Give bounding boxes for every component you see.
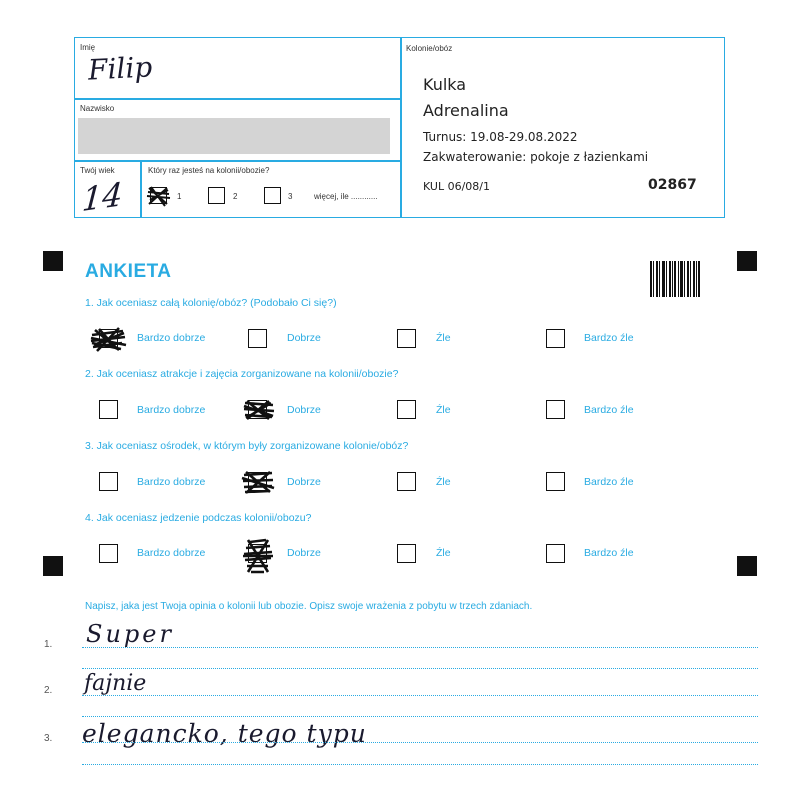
q2-checkbox-zle[interactable] — [397, 400, 416, 419]
q4-option-zle: Źle — [436, 547, 451, 559]
q4-mark-dobrze — [240, 536, 276, 576]
surname-label: Nazwisko — [80, 104, 115, 113]
header-line-2 — [74, 160, 401, 162]
answer-line-1: Super — [86, 620, 174, 648]
camp-name-1: Kulka — [423, 75, 467, 94]
times-opt1-label: 1 — [177, 192, 182, 201]
q1-checkbox-zle[interactable] — [397, 329, 416, 348]
line-number-1: 1. — [44, 639, 53, 650]
name-label: Imię — [80, 43, 96, 52]
answer-line-3: elegancko, tego typu — [82, 719, 367, 748]
q1-mark-bardzo-dobrze — [89, 325, 129, 353]
q4-checkbox-bardzo-zle[interactable] — [546, 544, 565, 563]
form-number: 02867 — [648, 177, 697, 193]
age-value: 14 — [80, 174, 124, 220]
q2-option-dobrze: Dobrze — [287, 404, 321, 416]
q3-option-bardzo-dobrze: Bardzo dobrze — [137, 476, 206, 488]
q3-mark-dobrze — [240, 468, 276, 496]
times-mark-1 — [145, 184, 173, 208]
q4-option-bardzo-dobrze: Bardzo dobrze — [137, 547, 206, 559]
q1-option-bardzo-dobrze: Bardzo dobrze — [137, 332, 206, 344]
q1-checkbox-dobrze[interactable] — [248, 329, 267, 348]
q2-checkbox-bardzo-zle[interactable] — [546, 400, 565, 419]
answer-line-3b-rule — [82, 764, 758, 765]
header-age-divider — [140, 160, 142, 218]
q1-option-dobrze: Dobrze — [287, 332, 321, 344]
q4-checkbox-bardzo-dobrze[interactable] — [99, 544, 118, 563]
surname-redaction — [78, 118, 390, 154]
answer-line-3-rule — [82, 742, 758, 743]
times-label: Który raz jesteś na kolonii/obozie? — [148, 166, 270, 175]
times-more-label: więcej, ile ............ — [314, 192, 378, 201]
camp-name-2: Adrenalina — [423, 101, 509, 120]
name-value: Filip — [87, 50, 154, 87]
q3-checkbox-bardzo-dobrze[interactable] — [99, 472, 118, 491]
q3-option-bardzo-zle: Bardzo źle — [584, 476, 634, 488]
q2-checkbox-bardzo-dobrze[interactable] — [99, 400, 118, 419]
registration-marker-tr — [737, 251, 757, 271]
times-opt3-label: 3 — [288, 192, 293, 201]
q4-option-bardzo-zle: Bardzo źle — [584, 547, 634, 559]
q1-option-zle: Źle — [436, 332, 451, 344]
q2-option-bardzo-zle: Bardzo źle — [584, 404, 634, 416]
q2-mark-dobrze — [241, 397, 277, 423]
turnus-text: Turnus: 19.08-29.08.2022 — [423, 130, 578, 144]
question-4-text: 4. Jak oceniasz jedzenie podczas kolonii/obozu? — [85, 512, 312, 524]
line-number-2: 2. — [44, 685, 53, 696]
registration-marker-bl — [43, 556, 63, 576]
q2-option-bardzo-dobrze: Bardzo dobrze — [137, 404, 206, 416]
answer-line-1-rule — [82, 647, 758, 648]
q3-option-dobrze: Dobrze — [287, 476, 321, 488]
answer-line-1b-rule — [82, 668, 758, 669]
registration-marker-tl — [43, 251, 63, 271]
question-2-text: 2. Jak oceniasz atrakcje i zajęcia zorganizowane na kolonii/obozie? — [85, 368, 399, 380]
q3-checkbox-bardzo-zle[interactable] — [546, 472, 565, 491]
q4-option-dobrze: Dobrze — [287, 547, 321, 559]
barcode — [650, 261, 700, 297]
answer-line-2-rule — [82, 695, 758, 696]
camp-code: KUL 06/08/1 — [423, 180, 490, 193]
line-number-3: 3. — [44, 733, 53, 744]
times-opt2-label: 2 — [233, 192, 238, 201]
age-label: Twój wiek — [80, 166, 115, 175]
answer-line-2b-rule — [82, 716, 758, 717]
q1-checkbox-bardzo-zle[interactable] — [546, 329, 565, 348]
accommodation-text: Zakwaterowanie: pokoje z łazienkami — [423, 150, 649, 164]
q3-option-zle: Źle — [436, 476, 451, 488]
registration-marker-br — [737, 556, 757, 576]
question-1-text: 1. Jak oceniasz całą kolonię/obóz? (Podobało Ci się?) — [85, 297, 337, 309]
q4-checkbox-zle[interactable] — [397, 544, 416, 563]
times-checkbox-3[interactable] — [264, 187, 281, 204]
survey-title: ANKIETA — [85, 261, 172, 282]
times-checkbox-2[interactable] — [208, 187, 225, 204]
header-line-1 — [74, 98, 401, 100]
question-3-text: 3. Jak oceniasz ośrodek, w którym były zorganizowane kolonie/obóz? — [85, 440, 409, 452]
camp-label: Kolonie/obóz — [406, 44, 453, 53]
q1-option-bardzo-zle: Bardzo źle — [584, 332, 634, 344]
answer-line-2: fajnie — [84, 671, 147, 696]
opinion-prompt: Napisz, jaka jest Twoja opinia o kolonii lub obozie. Opisz swoje wrażenia z pobytu w trzech zdaniach. — [85, 601, 533, 612]
header-divider — [400, 37, 402, 218]
q3-checkbox-zle[interactable] — [397, 472, 416, 491]
q2-option-zle: Źle — [436, 404, 451, 416]
